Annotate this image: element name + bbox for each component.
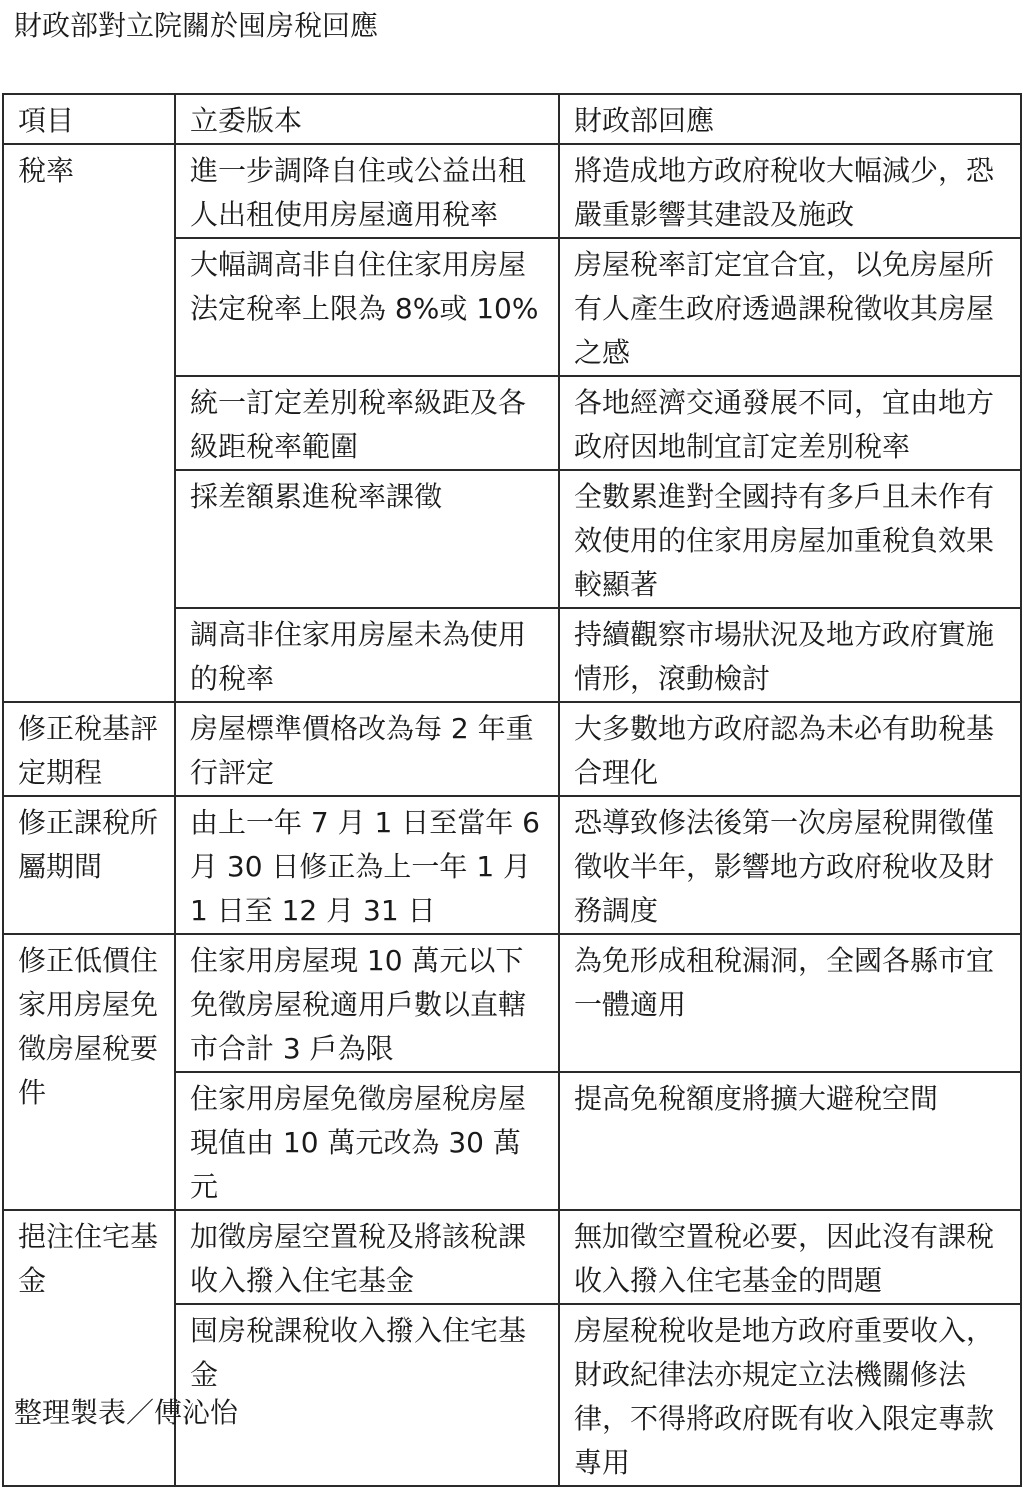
table-row [3,144,1021,238]
response-cell: 全數累進對全國持有多戶且未作有效使用的住家用房屋加重稅負效果較顯著 [559,470,1021,608]
version-cell: 由上一年 7 月 1 日至當年 6 月 30 日修正為上一年 1 月 1 日至 12 月 31 日 [175,796,559,934]
table-row [3,1210,1021,1304]
header-legislator-version: 立委版本 [175,94,559,144]
response-cell: 房屋稅稅收是地方政府重要收入，財政紀律法亦規定立法機關修法律，不得將政府既有收入限定專款專用 [559,1304,1021,1486]
version-cell: 採差額累進稅率課徵 [175,470,559,608]
document-title: 財政部對立院關於囤房稅回應 [14,9,379,42]
version-cell: 調高非住家用房屋未為使用的稅率 [175,608,559,702]
table-row [3,796,1021,934]
table-row [3,934,1021,1072]
version-cell: 進一步調降自住或公益出租人出租使用房屋適用稅率 [175,144,559,238]
table-header-row [3,94,1021,144]
response-cell: 持續觀察市場狀況及地方政府實施情形，滾動檢討 [559,608,1021,702]
response-cell: 恐導致修法後第一次房屋稅開徵僅徵收半年，影響地方政府稅收及財務調度 [559,796,1021,934]
response-cell: 為免形成租稅漏洞，全國各縣市宜一體適用 [559,934,1021,1072]
version-cell: 住家用房屋現 10 萬元以下免徵房屋稅適用戶數以直轄市合計 3 戶為限 [175,934,559,1072]
header-mof-response: 財政部回應 [559,94,1021,144]
version-cell: 加徵房屋空置稅及將該稅課收入撥入住宅基金 [175,1210,559,1304]
version-cell: 房屋標準價格改為每 2 年重行評定 [175,702,559,796]
category-cell: 修正課稅所屬期間 [3,796,175,934]
category-cell: 挹注住宅基金 [3,1210,175,1486]
category-cell: 修正稅基評定期程 [3,702,175,796]
category-cell: 稅率 [3,144,175,702]
category-cell: 修正低價住家用房屋免徵房屋稅要件 [3,934,175,1210]
response-cell: 各地經濟交通發展不同，宜由地方政府因地制宜訂定差別稅率 [559,376,1021,470]
table-row [3,702,1021,796]
response-cell: 大多數地方政府認為未必有助稅基合理化 [559,702,1021,796]
version-cell: 囤房稅課稅收入撥入住宅基金 [175,1304,559,1486]
header-item: 項目 [3,94,175,144]
response-cell: 提高免稅額度將擴大避稅空間 [559,1072,1021,1210]
response-cell: 無加徵空置稅必要，因此沒有課稅收入撥入住宅基金的問題 [559,1210,1021,1304]
version-cell: 大幅調高非自住住家用房屋法定稅率上限為 8%或 10% [175,238,559,376]
version-cell: 住家用房屋免徵房屋稅房屋現值由 10 萬元改為 30 萬元 [175,1072,559,1210]
version-cell: 統一訂定差別稅率級距及各級距稅率範圍 [175,376,559,470]
footer-credit: 整理製表／傅沁怡 [14,1396,239,1429]
response-cell: 將造成地方政府稅收大幅減少，恐嚴重影響其建設及施政 [559,144,1021,238]
tax-response-table [2,93,1022,1487]
response-cell: 房屋稅率訂定宜合宜，以免房屋所有人產生政府透過課稅徵收其房屋之感 [559,238,1021,376]
